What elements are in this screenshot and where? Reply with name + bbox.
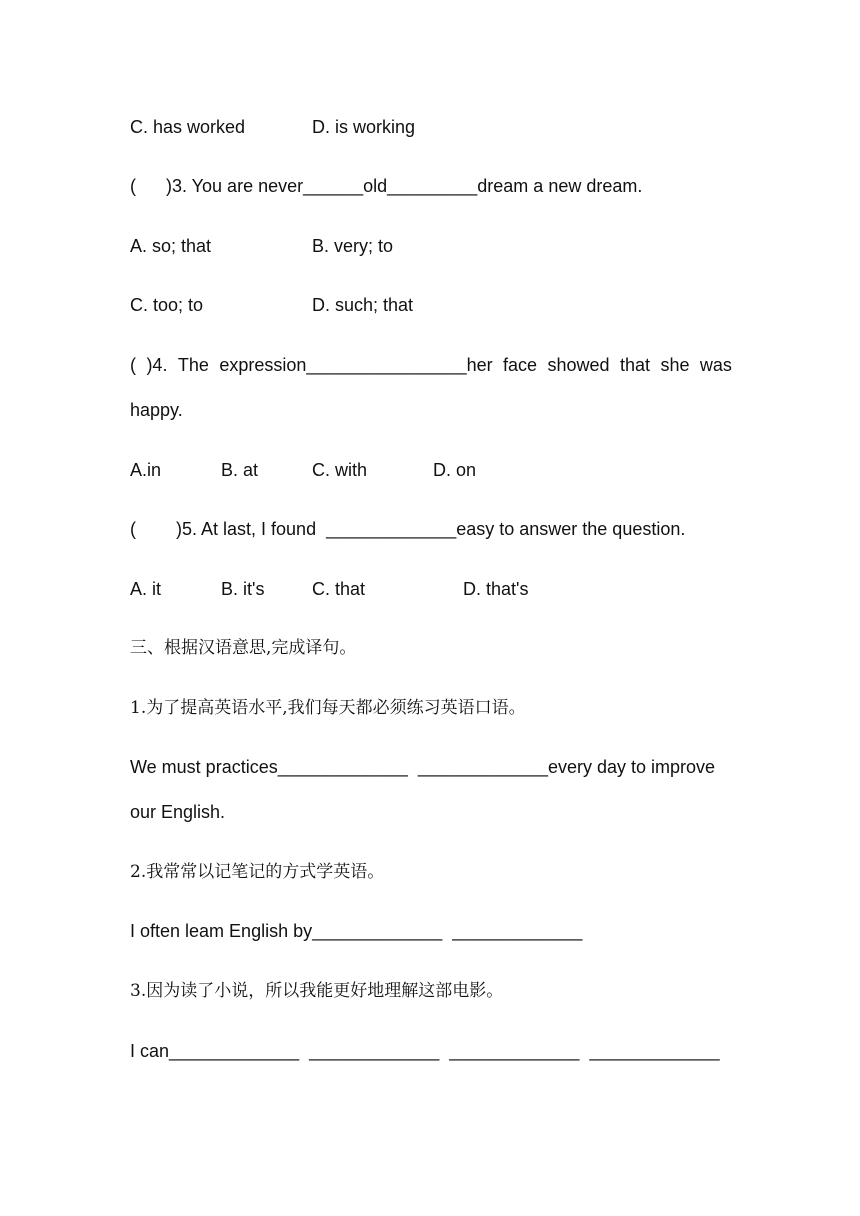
translation-item-1-chinese: 1.为了提高英语水平,我们每天都必须练习英语口语。	[130, 698, 526, 718]
q4-option-d: D. on	[433, 460, 477, 480]
q5-option-a: A. it	[130, 579, 162, 599]
q3-option-a: A. so; that	[130, 236, 212, 256]
question-4-continuation: happy.	[130, 400, 183, 420]
q4-option-c: C. with	[312, 460, 368, 480]
q4-word: expression________________her	[219, 355, 493, 375]
q3-option-b: B. very; to	[312, 236, 394, 256]
question-4	[130, 353, 732, 377]
q4-word: that	[619, 355, 651, 375]
q5-option-c: C. that	[312, 579, 366, 599]
q4-word: was	[699, 355, 732, 375]
q5-option-b: B. it's	[221, 579, 265, 599]
q4-word: (	[130, 355, 136, 375]
q4-option-b: B. at	[221, 460, 259, 480]
q3-option-c: C. too; to	[130, 295, 204, 315]
q4-word: The	[177, 355, 209, 375]
translation-item-2-chinese: 2.我常常以记笔记的方式学英语。	[130, 862, 385, 882]
q2-option-d: D. is working	[312, 117, 416, 137]
q4-option-a: A.in	[130, 460, 162, 480]
q3-option-d: D. such; that	[312, 295, 414, 315]
question-5: ( )5. At last, I found _____________easy to answer the question.	[130, 519, 686, 539]
question-3: ( )3. You are never______old_________dream a new dream.	[130, 176, 643, 196]
q5-option-d: D. that's	[463, 579, 529, 599]
q4-word: she	[660, 355, 690, 375]
translation-item-2-english: I often leam English by_____________ _____________	[130, 921, 583, 941]
translation-item-1-english: We must practices_____________ _____________every day to improve	[130, 757, 716, 777]
section-heading: 三、根据汉语意思,完成译句。	[130, 638, 357, 658]
q4-word: )4.	[146, 355, 168, 375]
q2-option-c: C. has worked	[130, 117, 246, 137]
translation-item-3-chinese: 3.因为读了小说，所以我能更好地理解这部电影。	[130, 981, 504, 1001]
translation-item-3-english: I can_____________ _____________ _____________ _____________	[130, 1041, 720, 1061]
q4-word: face	[503, 355, 538, 375]
translation-item-1-english-cont: our English.	[130, 802, 226, 822]
q4-word: showed	[547, 355, 610, 375]
